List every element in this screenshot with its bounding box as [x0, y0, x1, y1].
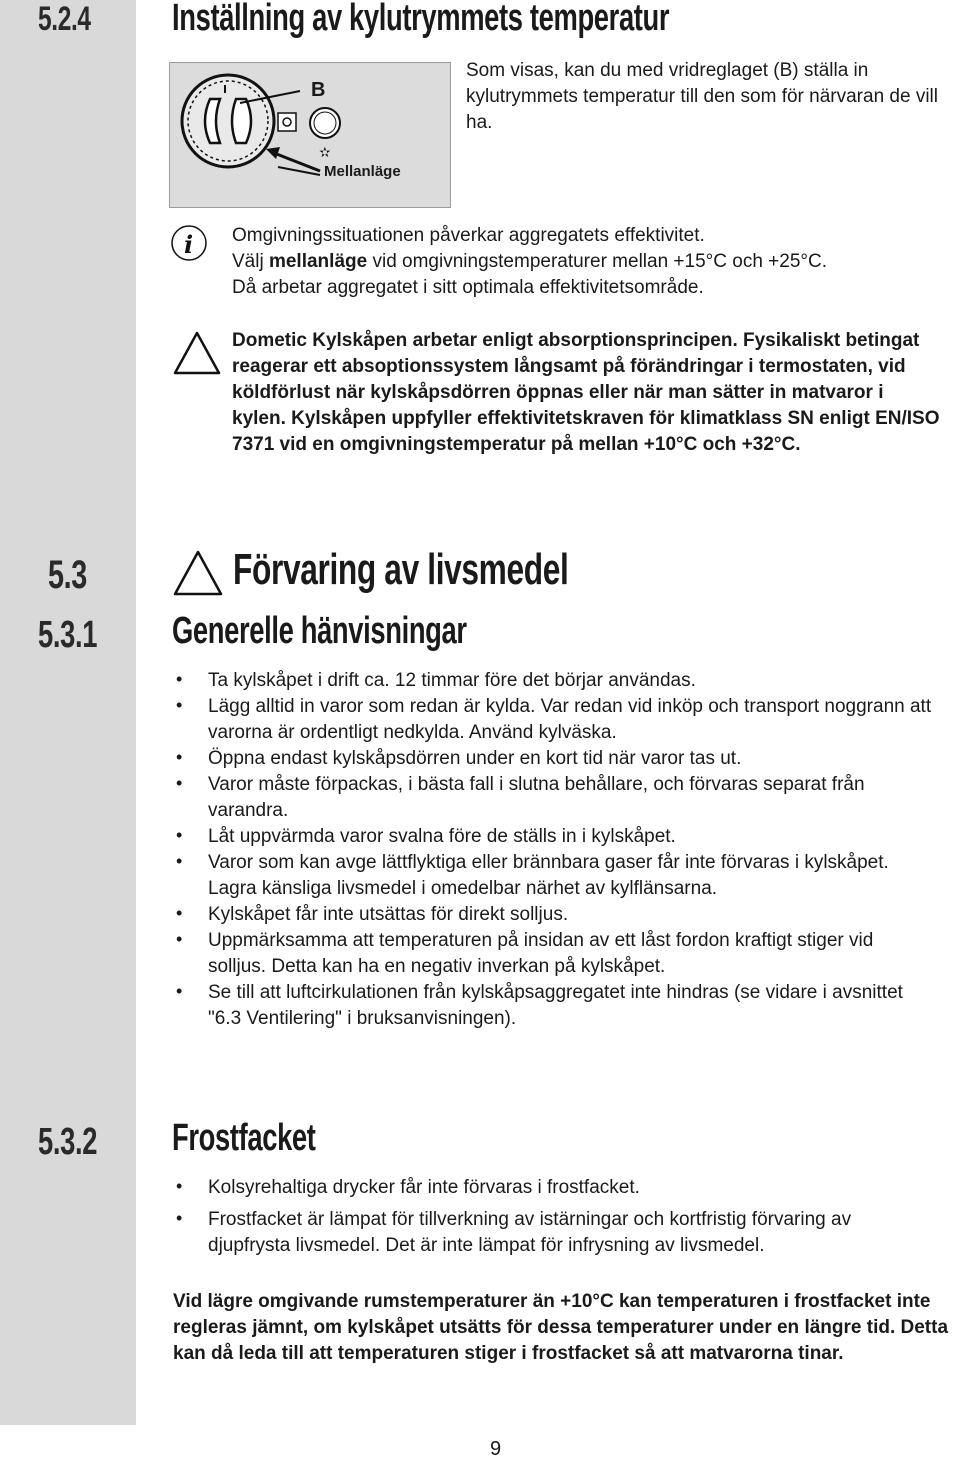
list-item: • Ta kylskåpet i drift ca. 12 timmar före det börjar användas.	[174, 668, 934, 694]
warning-triangle-icon	[172, 330, 222, 376]
section-title-5-3-1: Generelle hänvisningar	[172, 610, 467, 652]
info-line-3: Då arbetar aggregatet i sitt optimala effektivitetsområde.	[232, 277, 704, 298]
info-paragraph	[232, 223, 942, 301]
list-item: • Uppmärksamma att temperaturen på insidan av ett låst fordon kraftigt stiger vid solljus. Detta kan ha en negativ inverkan på kylskåpet.	[174, 928, 934, 980]
thermostat-figure	[169, 62, 451, 208]
svg-text:i: i	[184, 230, 194, 259]
section-title-5-3: Förvaring av livsmedel	[233, 545, 569, 594]
section-number-5-3-1: 5.3.1	[38, 614, 98, 656]
frostfack-note: Vid lägre omgivande rumstemperaturer än +10°C kan temperaturen i frostfacket inte regleras jämnt, om kylskåpet utsätts för dessa temperaturer under en längre tid. Detta kan då leda till att temperaturen stiger i frostfacket så att matvarorna tinar.	[173, 1291, 949, 1364]
list-item-extra: Lagra känsliga livsmedel i omedelbar närhet av kylflänsarna.	[208, 878, 718, 899]
page-number: 9	[490, 1438, 502, 1460]
info-line-2: Välj mellanläge vid omgivningstemperaturer mellan +15°C och +25°C.	[232, 251, 828, 272]
list-item: • Låt uppvärmda varor svalna före de ställs in i kylskåpet.	[174, 824, 934, 850]
figure-label-mellanlage: Mellanläge	[324, 163, 401, 180]
section-number-5-3-2: 5.3.2	[38, 1121, 98, 1163]
svg-text:✫: ✫	[319, 145, 331, 161]
frostfack-bullet-list	[174, 1175, 934, 1259]
list-item: • Frostfacket är lämpat för tillverkning av istärningar och kortfristig förvaring av djupfrysta livsmedel. Det är inte lämpat för infrysning av livsmedel.	[174, 1207, 934, 1259]
list-item: • Varor måste förpackas, i bästa fall i slutna behållare, och förvaras separat från varandra.	[174, 772, 934, 824]
section-number-5-2-4: 5.2.4	[38, 0, 91, 38]
sidebar-band	[0, 0, 136, 1425]
list-item: • Öppna endast kylskåpsdörren under en kort tid när varor tas ut.	[174, 746, 934, 772]
warning-triangle-icon-2	[172, 549, 224, 597]
warning-paragraph: Dometic Kylskåpen arbetar enligt absorptionsprincipen. Fysikaliskt betingat reagerar ett absoptionssystem långsamt på förändringar i termostaten, vid köldförlust när kylskåpsdörren öppnas eller när man sätter in matvaror i kylen. Kylskåpen uppfyller effektivitetskraven för klimatklass SN enligt EN/ISO 7371 vid en omgivningstemperatur på mellan +10°C och +32°C.	[232, 330, 940, 455]
section-number-5-3: 5.3	[48, 553, 87, 597]
section-title-5-3-2: Frostfacket	[172, 1117, 316, 1159]
section-title-5-2-4: Inställning av kylutrymmets temperatur	[172, 0, 670, 39]
figure-label-b: B	[311, 79, 326, 101]
intro-paragraph: Som visas, kan du med vridreglaget (B) ställa in kylutrymmets temperatur till den som för närvaran de vill ha.	[466, 60, 938, 133]
info-line-1: Omgivningssituationen påverkar aggregatets effektivitet.	[232, 225, 705, 246]
list-item: • Varor som kan avge lättflyktiga eller brännbara gaser får inte förvaras i kylskåpet. Lagra känsliga livsmedel i omedelbar närhet av kylflänsarna.	[174, 850, 934, 902]
general-bullet-list	[174, 668, 934, 1032]
list-item: • Kylskåpet får inte utsättas för direkt solljus.	[174, 902, 934, 928]
list-item: • Se till att luftcirkulationen från kylskåpsaggregatet inte hindras (se vidare i avsnittet "6.3 Ventilering" i bruksanvisningen).	[174, 980, 934, 1032]
info-mellanlage-bold: mellanläge	[268, 251, 368, 272]
info-icon	[170, 224, 208, 262]
list-item: • Kolsyrehaltiga drycker får inte förvaras i frostfacket.	[174, 1175, 934, 1201]
list-item: • Lägg alltid in varor som redan är kylda. Var redan vid inköp och transport noggrann att varorna är ordentligt nedkylda. Använd kylväska.	[174, 694, 934, 746]
